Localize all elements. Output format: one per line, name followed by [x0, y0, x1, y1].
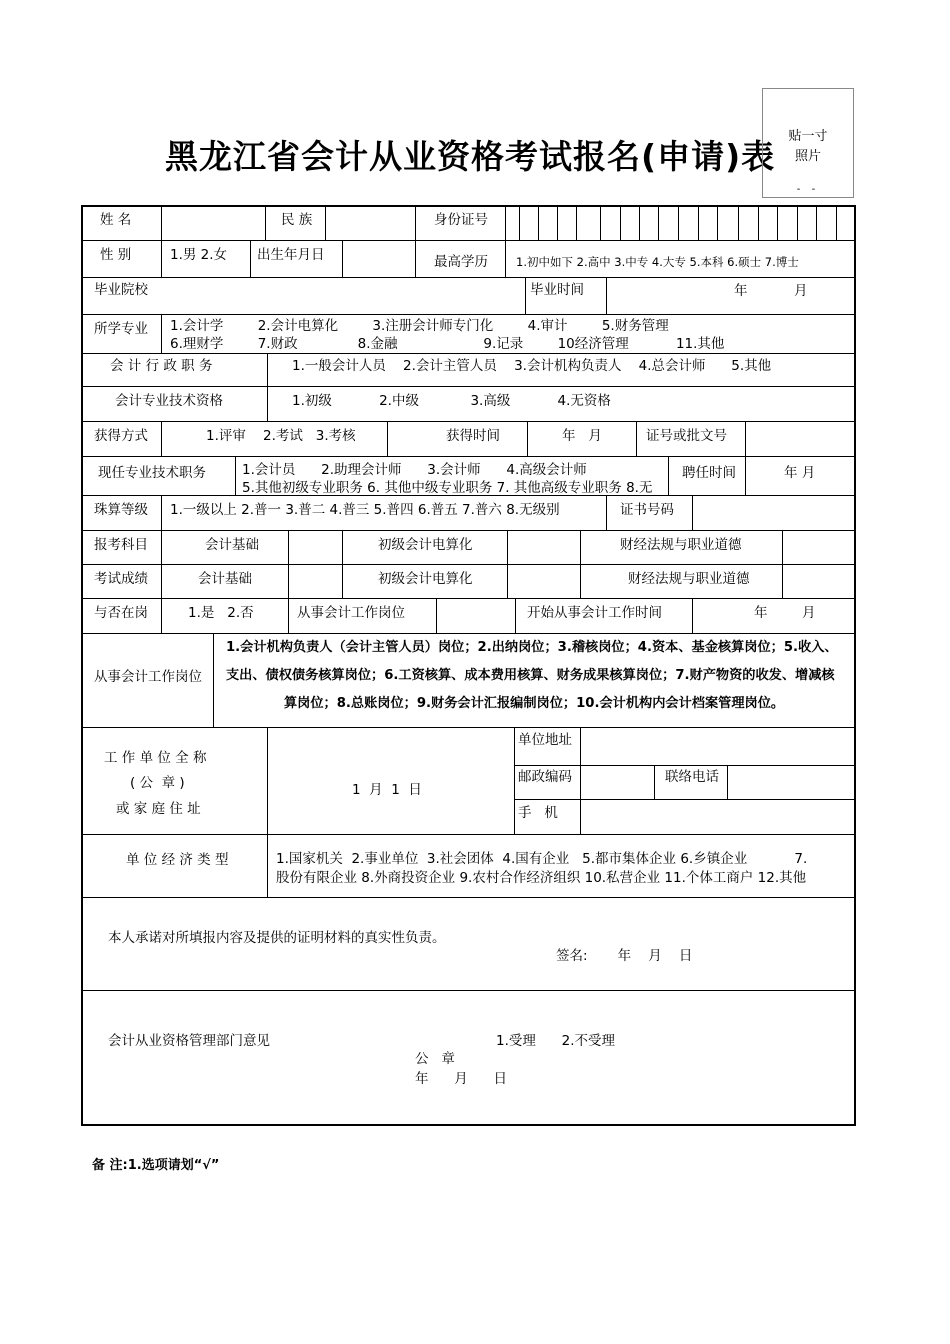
signature-date[interactable]: 签名: 年 月 日 [556, 948, 693, 964]
certificate-number-label: 证号或批文号 [646, 428, 727, 444]
col-line [325, 205, 326, 240]
economic-type-options-2[interactable]: 股份有限企业 8.外商投资企业 9.农村合作经济组织 10.私营企业 11.个体工商户 12.其他 [276, 870, 807, 886]
score-finance-law-ethics: 财经法规与职业道德 [628, 571, 750, 587]
col-line [161, 205, 162, 277]
col-line [782, 530, 783, 598]
col-line [161, 530, 162, 598]
photo-label: 贴一寸 [788, 129, 828, 144]
col-line [288, 598, 289, 633]
col-line [745, 456, 746, 495]
admin-post-options[interactable]: 1.一般会计人员 2.会计主管人员 3.会计机构负责人 4.总会计师 5.其他 [292, 358, 772, 374]
home-address-label: 或 家 庭 住 址 [116, 801, 201, 817]
id-digit-line [777, 205, 778, 240]
row-line [81, 386, 856, 387]
current-title-options-2[interactable]: 5.其他初级专业职务 6. 其他中级专业职务 7. 其他高级专业职务 8.无 [242, 480, 653, 496]
subject-finance-law-ethics[interactable]: 财经法规与职业道德 [620, 537, 742, 553]
id-digit-line [717, 205, 718, 240]
obtain-year-month: 年 月 [562, 428, 602, 444]
col-line [636, 421, 637, 456]
row-line [81, 240, 856, 241]
col-line [267, 727, 268, 834]
graduation-time-label: 毕业时间 [530, 282, 584, 298]
gender-options[interactable]: 1.男 2.女 [170, 247, 228, 263]
education-label: 最高学历 [434, 254, 488, 270]
authority-date: 年 月 日 [415, 1071, 507, 1087]
id-digit-line [738, 205, 739, 240]
current-title-options-1[interactable]: 1.会计员 2.助理会计师 3.会计师 4.高级会计师 [242, 462, 587, 478]
phone-label: 联络电话 [665, 769, 719, 785]
col-line [580, 727, 581, 834]
official-seal-label: ( 公 章 ) [130, 775, 185, 791]
col-line [288, 530, 289, 598]
pledge-text: 本人承诺对所填报内容及提供的证明材料的真实性负责。 [108, 930, 446, 946]
abacus-grade-label: 珠算等级 [94, 502, 148, 518]
col-line [507, 530, 508, 598]
subject-accounting-basics[interactable]: 会计基础 [205, 537, 259, 553]
col-line [161, 495, 162, 530]
col-line [692, 495, 693, 530]
col-line [267, 353, 268, 421]
col-line [235, 456, 236, 495]
school-label: 毕业院校 [94, 282, 148, 298]
col-line [342, 240, 343, 277]
col-line [514, 727, 515, 834]
authority-decision-options[interactable]: 1.受理 2.不受理 [496, 1033, 616, 1049]
row-line [81, 456, 856, 457]
row-line [81, 990, 856, 991]
row-line [514, 799, 856, 800]
obtain-time-label: 获得时间 [446, 428, 500, 444]
col-line [265, 205, 266, 240]
score-computerized-accounting: 初级会计电算化 [378, 571, 473, 587]
col-line [727, 765, 728, 799]
row-line [81, 564, 856, 565]
start-month: 月 [802, 605, 816, 621]
row-line [81, 633, 856, 634]
col-line [525, 277, 526, 314]
exam-subject-label: 报考科目 [94, 537, 148, 553]
id-digit-line [758, 205, 759, 240]
score-accounting-basics: 会计基础 [198, 571, 252, 587]
unit-address-label: 单位地址 [518, 732, 572, 748]
obtain-method-label: 获得方式 [94, 428, 148, 444]
id-digit-line [698, 205, 699, 240]
id-digit-line [816, 205, 817, 240]
photo-dots: - - [796, 184, 820, 195]
id-digit-line [836, 205, 837, 240]
subject-computerized-accounting[interactable]: 初级会计电算化 [378, 537, 473, 553]
name-label: 姓 名 [100, 212, 132, 228]
ethnic-label: 民 族 [281, 212, 313, 228]
col-line [161, 314, 162, 353]
col-line [580, 530, 581, 598]
id-digit-line [600, 205, 601, 240]
row-line [81, 598, 856, 599]
id-digit-line [658, 205, 659, 240]
col-line [668, 456, 669, 495]
economic-type-options-1[interactable]: 1.国家机关 2.事业单位 3.社会团体 4.国有企业 5.都市集体企业 6.乡镇企业 7. [276, 851, 808, 867]
education-options[interactable]: 1.初中如下 2.高中 3.中专 4.大专 5.本科 6.硕士 7.博士 [516, 255, 799, 269]
id-number-label: 身份证号 [434, 212, 488, 228]
gender-label: 性 别 [100, 247, 132, 263]
col-line [387, 421, 388, 456]
start-time-label: 开始从事会计工作时间 [527, 605, 662, 621]
mobile-label: 手 机 [518, 805, 558, 821]
id-digit-line [576, 205, 577, 240]
accounting-post-label: 从事会计工作岗位 [297, 605, 405, 621]
photo-label-2: 照片 [794, 149, 821, 164]
id-digit-line [620, 205, 621, 240]
obtain-method-options[interactable]: 1.评审 2.考试 3.考核 [206, 428, 356, 444]
start-year: 年 [754, 605, 768, 621]
work-post-options-1[interactable]: 1.会计机构负责人（会计主管人员）岗位；2.出纳岗位；3.稽核岗位；4.资本、基金核算岗位；5.收入、 [226, 640, 838, 655]
on-duty-label: 与否在岗 [94, 605, 148, 621]
col-line [527, 421, 528, 456]
admin-post-label: 会 计 行 政 职 务 [110, 358, 213, 374]
col-line [213, 633, 214, 727]
row-line [81, 897, 856, 898]
on-duty-options[interactable]: 1.是 2.否 [188, 605, 254, 621]
birth-date-label: 出生年月日 [257, 247, 325, 263]
qualification-label: 会计专业技术资格 [115, 393, 223, 409]
row-line [81, 727, 856, 728]
id-digit-line [538, 205, 539, 240]
row-line [81, 277, 856, 278]
work-post-options-3[interactable]: 算岗位；8.总账岗位；9.财务会计汇报编制岗位；10.会计机构内会计档案管理岗位。 [284, 696, 785, 711]
id-digit-line [639, 205, 640, 240]
major-options-2[interactable]: 6.理财学 7.财政 8.金融 9.记录 10经济管理 11.其他 [170, 336, 725, 352]
economic-type-label: 单 位 经 济 类 型 [126, 852, 229, 868]
certificate-code-label: 证书号码 [620, 502, 674, 518]
col-line [267, 834, 268, 897]
photo-box[interactable] [762, 88, 854, 198]
employer-name-label: 工 作 单 位 全 称 [104, 750, 207, 766]
col-line [250, 240, 251, 277]
work-post-options-2[interactable]: 支出、债权债务核算岗位；6.工资核算、成本费用核算、财务成果核算岗位；7.财产物资的收发、增减核 [226, 668, 835, 683]
major-label: 所学专业 [94, 321, 148, 337]
col-line [515, 598, 516, 633]
col-line [505, 205, 506, 277]
row-line [81, 421, 856, 422]
col-line [745, 421, 746, 456]
col-line [654, 765, 655, 799]
col-line [606, 277, 607, 314]
id-digit-line [678, 205, 679, 240]
col-line [692, 598, 693, 633]
major-options-1[interactable]: 1.会计学 2.会计电算化 3.注册会计师专门化 4.审计 5.财务管理 [170, 318, 669, 334]
id-digit-line [557, 205, 558, 240]
graduation-year: 年 [734, 283, 748, 299]
footnote: 备 注:1.选项请划“√” [92, 1158, 220, 1173]
col-line [436, 598, 437, 633]
qualification-options[interactable]: 1.初级 2.中级 3.高级 4.无资格 [292, 393, 611, 409]
row-line [514, 765, 856, 766]
row-line [81, 353, 856, 354]
hire-year-month: 年 月 [784, 465, 816, 481]
page-title: 黑龙江省会计从业资格考试报名(申请)表 [165, 137, 776, 176]
postcode-label: 邮政编码 [518, 769, 572, 785]
employer-date: 1 月 1 日 [352, 782, 422, 798]
current-title-label: 现任专业技术职务 [98, 465, 206, 481]
id-digit-line [519, 205, 520, 240]
work-post-label: 从事会计工作岗位 [94, 669, 202, 685]
id-digit-line [797, 205, 798, 240]
col-line [415, 205, 416, 277]
col-line [606, 495, 607, 530]
abacus-grade-options[interactable]: 1.一级以上 2.普一 3.普二 4.普三 5.普四 6.普五 7.普六 8.无级别 [170, 502, 560, 518]
col-line [161, 421, 162, 456]
hire-time-label: 聘任时间 [682, 465, 736, 481]
row-line [81, 834, 856, 835]
row-line [81, 314, 856, 315]
exam-score-label: 考试成绩 [94, 571, 148, 587]
col-line [342, 530, 343, 598]
authority-seal-label: 公 章 [415, 1051, 455, 1067]
col-line [161, 598, 162, 633]
graduation-month: 月 [794, 283, 808, 299]
row-line [81, 530, 856, 531]
authority-opinion-label: 会计从业资格管理部门意见 [108, 1033, 270, 1049]
